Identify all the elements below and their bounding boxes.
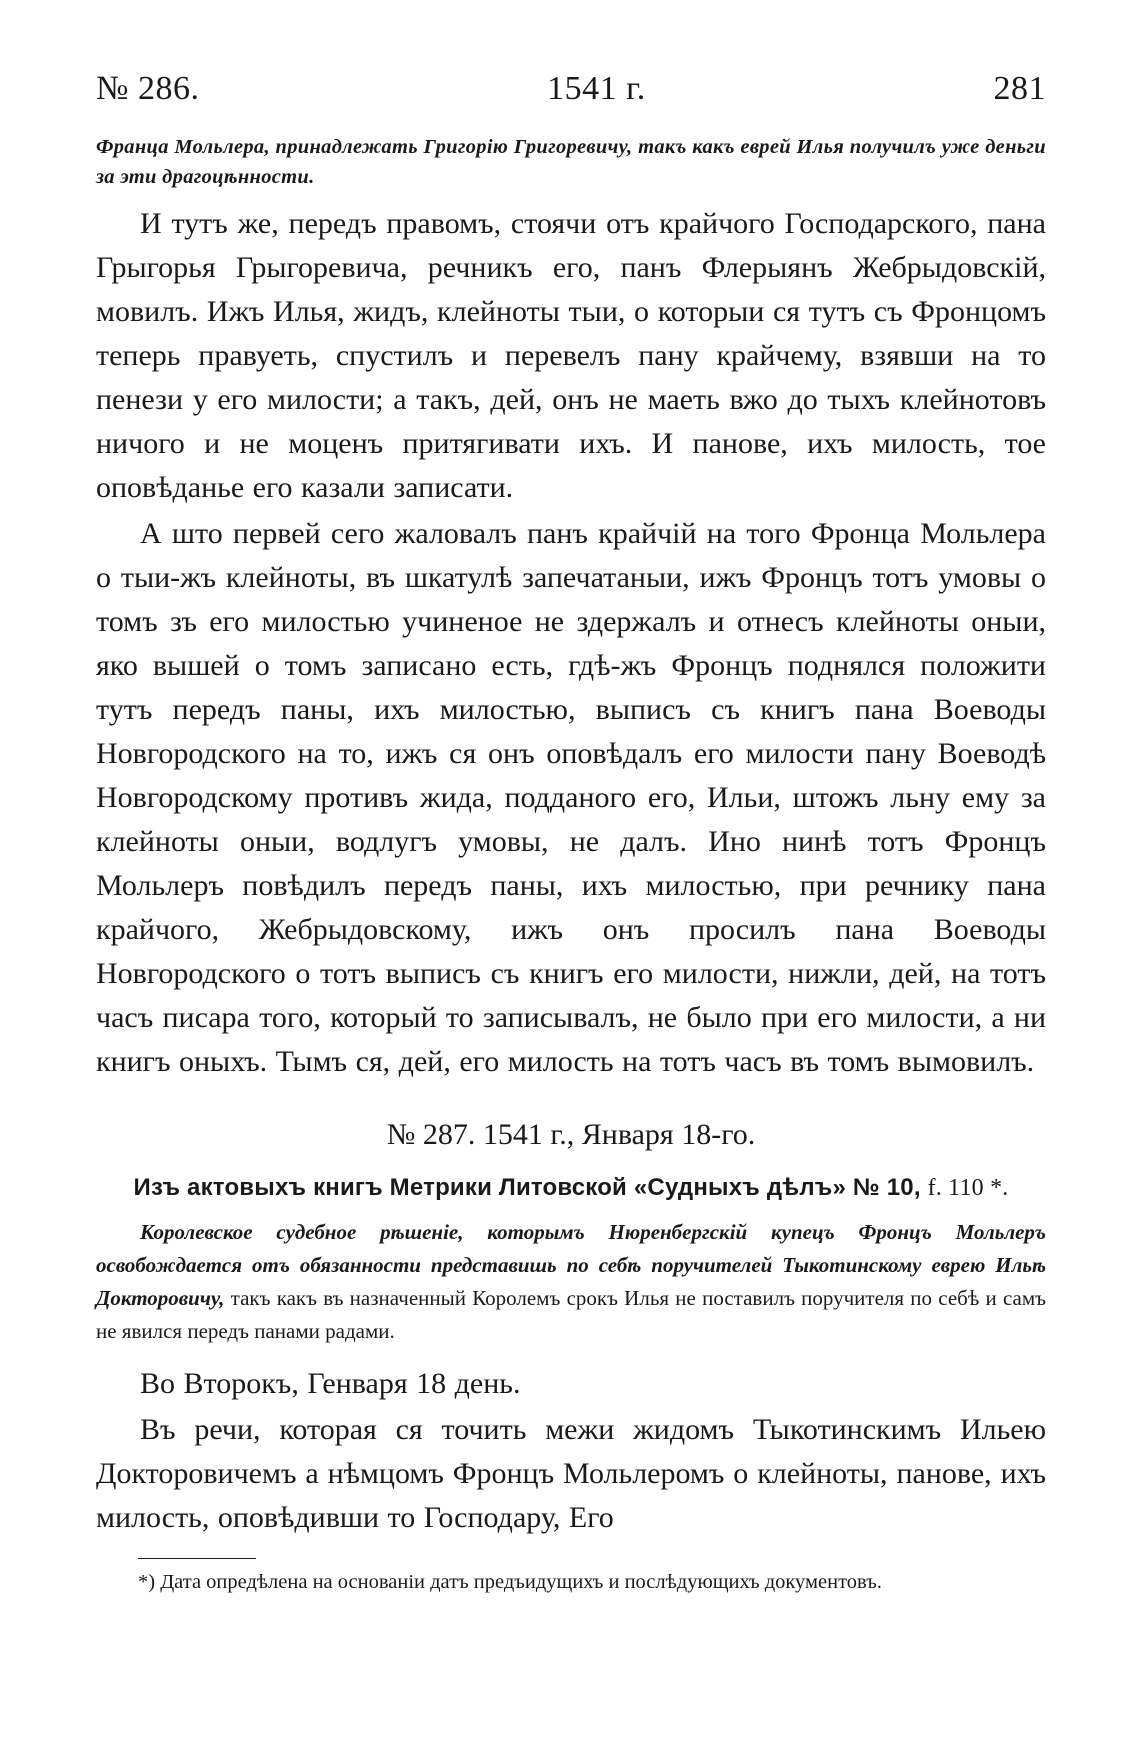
doc287-summary xyxy=(96,1216,1046,1348)
document-number: № 286. xyxy=(96,70,200,107)
intro-note: Франца Мольлера, принадлежать Григорію Григоревичу, такъ какъ еврей Илья получилъ уже деньги за эти драгоцѣнности. xyxy=(96,136,1046,188)
doc287-paragraph: Въ речи, которая ся точить межи жидомъ Тыкотинскимъ Ильею Докторовичемъ а нѣмцомъ Фронцъ Мольлеромъ о клейноты, панове, ихъ милость, оповѣдивши то Господару, Его xyxy=(96,1413,1046,1534)
doc287-date-line: Во Второкъ, Генваря 18 день. xyxy=(140,1367,521,1400)
running-header xyxy=(96,70,1046,108)
summary-plain: такъ какъ въ назначенный Королемъ срокъ Илья не поставилъ поручителя по себѣ и самъ не явился передъ панами радами. xyxy=(96,1286,1047,1343)
doc286-paragraph-1: И тутъ же, передъ правомъ, стоячи отъ крайчого Господарского, пана Грыгорья Грыгоревича, речникъ его, панъ Флерыянъ Жебрыдовскій, мовилъ. Ижъ Илья, жидъ, клейноты тыи, о которыи ся тутъ съ Фронцомъ теперь правуеть, спустилъ и перевелъ пану крайчему, взявши на то пенези у его милости; а такъ, дей, онъ не маеть вжо до тыхъ клейнотовъ ничого и не моценъ притягивати ихъ. И панове, ихъ милость, тое оповѣданье его казали записати. xyxy=(96,207,1046,504)
doc286-paragraph-2: А што первей сего жаловалъ панъ крайчій на того Фронца Мольлера о тыи-жъ клейноты, въ шкатулѣ запечатаныи, ижъ Фронцъ тотъ умовы о томъ зъ его милостью учиненое не здержалъ и отнесъ клейноты оныи, яко вышей о томъ записано есть, гдѣ-жъ Фронцъ поднялся положити тутъ передъ паны, ихъ милостью, выписъ съ книгъ пана Воеводы Новгородского на то, ижъ ся онъ оповѣдалъ его милости пану Воеводѣ Новгородскому противъ жида, подданого его, Ильи, штожъ льну ему за клейноты оныи, водлугъ умовы, не далъ. Ино нинѣ тотъ Фронцъ Мольлеръ повѣдилъ передъ паны, ихъ милостью, при речнику пана крайчого, Жебрыдовскому, ижъ онъ просилъ пана Воеводы Новгородского о тотъ выписъ съ книгъ его милости, нижли, дей, на тотъ часъ писара того, который то записывалъ, не было при его милости, а ни книгъ оныхъ. Тымъ ся, дей, его милость на тотъ часъ въ томъ вымовилъ. xyxy=(96,517,1046,1078)
summary-italic: Королевское судебное рѣшеніе, которымъ Нюренбергскій купецъ Фронцъ Мольлеръ освобождается отъ обязанности представишь по себѣ поручителей Тыкотинскому еврею Ильѣ Докторовичу, xyxy=(96,1220,1046,1310)
page-number: 281 xyxy=(993,70,1046,107)
book-page xyxy=(96,70,1046,1597)
doc287-heading: № 287. 1541 г., Января 18-го. xyxy=(386,1118,756,1151)
source-label: Изъ актовыхъ книгъ Метрики Литовской «Судныхъ дѣлъ» № 10, xyxy=(133,1174,921,1201)
footnote: *) Дата опредѣлена на основаніи датъ предъидущихъ и послѣдующихъ документовъ. xyxy=(138,1571,882,1593)
doc287-source xyxy=(96,1174,1046,1202)
header-year: 1541 г. xyxy=(547,70,646,107)
footnote-rule xyxy=(138,1558,256,1559)
source-folio: f. 110 *. xyxy=(927,1175,1009,1201)
